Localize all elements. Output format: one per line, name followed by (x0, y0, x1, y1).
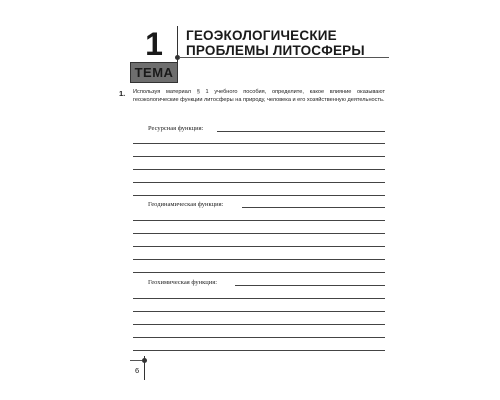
section-label-geodynamic: Геодинамическая функция: (148, 201, 224, 208)
section-label-geochemical: Геохимическая функция: (148, 279, 218, 286)
answer-line[interactable] (133, 182, 385, 183)
answer-line[interactable] (133, 156, 385, 157)
answer-line[interactable] (133, 246, 385, 247)
section-label-resource: Ресурсная функция: (148, 125, 204, 132)
answer-line[interactable] (133, 143, 385, 144)
chapter-title: ГЕОЭКОЛОГИЧЕСКИЕ ПРОБЛЕМЫ ЛИТОСФЕРЫ (186, 28, 365, 58)
tema-label: ТЕМА (130, 62, 178, 83)
answer-line[interactable] (133, 311, 385, 312)
answer-line[interactable] (133, 195, 385, 196)
answer-line[interactable] (235, 285, 385, 286)
footer-divider-horizontal (130, 360, 142, 361)
answer-line[interactable] (133, 337, 385, 338)
chapter-number: 1 (145, 26, 163, 62)
answer-line[interactable] (133, 350, 385, 351)
answer-line[interactable] (133, 298, 385, 299)
answer-line[interactable] (133, 220, 385, 221)
answer-line[interactable] (133, 259, 385, 260)
task-text: Используя материал § 1 учебного пособия, определите, какое влияние оказывают геоэкологические функции литосферы на природу, человека и его хозяйственную деятельность. (133, 89, 385, 104)
answer-line[interactable] (242, 207, 385, 208)
answer-line[interactable] (133, 272, 385, 273)
task-number: 1. (119, 89, 126, 98)
answer-line[interactable] (133, 169, 385, 170)
footer-divider-dot (142, 358, 147, 363)
answer-line[interactable] (133, 324, 385, 325)
answer-line[interactable] (217, 131, 385, 132)
answer-line[interactable] (133, 233, 385, 234)
page-number: 6 (135, 366, 140, 375)
